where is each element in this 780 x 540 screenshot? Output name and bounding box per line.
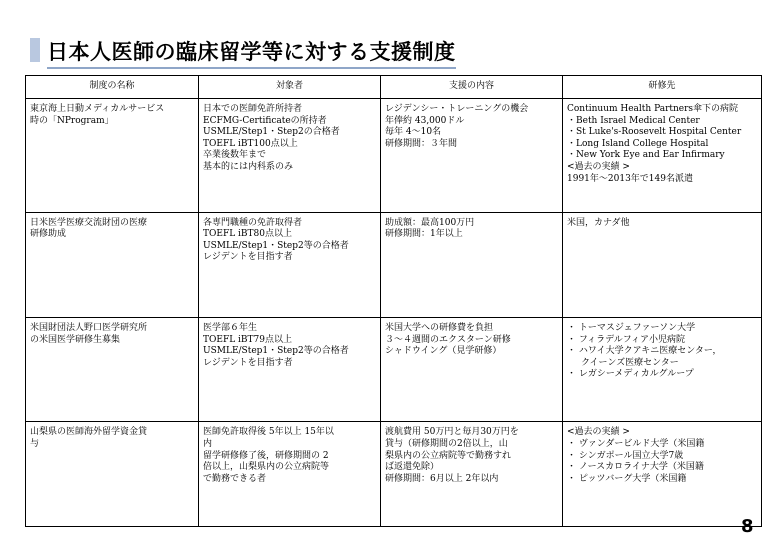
cell-line: 1991年～2013年で149名派遣 [567, 173, 693, 184]
cell-line: 梨県内の公立病院等で勤務すれ [385, 450, 512, 461]
cell-line: 渡航費用 50万円と毎月30万円を [385, 427, 519, 438]
cell-line: 留学研修修了後，研修期間の 2 [203, 450, 329, 461]
cell-line: 米国大学への研修費を負担 [385, 323, 494, 333]
cell-line: 米国財団法人野口医学研究所 [30, 323, 148, 333]
cell-line: Continuum Health Partners傘下の病院 [567, 104, 739, 114]
cell-line: 倍以上，山梨県内の公立病院等 [203, 462, 330, 473]
cell-line: レジデントを目指す者 [203, 357, 293, 368]
support-content-cell [381, 318, 563, 422]
cell-line: 山梨県の医師海外留学資金貸 [30, 427, 148, 438]
cell-line: ・St Luke's-Roosevelt Hospital Center [567, 127, 742, 138]
destination-cell [563, 212, 762, 317]
support-content-cell [381, 99, 563, 213]
table-row [26, 318, 762, 422]
cell-line: 医師免許取得後 5年以上 15年以 [203, 427, 334, 438]
program-name-cell [26, 212, 199, 317]
cell-line: ・ フィラデルフィア小児病院 [567, 334, 685, 345]
cell-line: で勤務できる者 [203, 473, 267, 484]
cell-line: 年俸約 43,000ドル [385, 115, 465, 126]
cell-line: TOEFL iBT80点以上 [203, 229, 292, 240]
cell-line: 毎年 4～10名 [385, 127, 442, 138]
cell-line: 貸与（研修期間の2倍以上，山 [385, 439, 508, 450]
cell-line: 与 [30, 439, 40, 450]
cell-line: ・ ノースカロライナ大学（米国籍 [567, 462, 704, 473]
table-row [26, 212, 762, 317]
destination-cell [563, 99, 762, 213]
cell-line: TOEFL iBT100点以上 [203, 138, 298, 149]
cell-line: USMLE/Step1・Step2の合格者 [203, 127, 340, 138]
cell-line: 内 [203, 439, 213, 450]
header-training-destination: 研修先 [563, 76, 762, 99]
cell-line: 卒業後数年まで [203, 150, 267, 161]
program-name-cell [26, 99, 199, 213]
header-program-name: 制度の名称 [26, 76, 199, 99]
cell-line: レジデンシー・トレーニングの機会 [385, 104, 529, 114]
cell-line: 基本的には内科系のみ [203, 161, 294, 172]
cell-line: 各専門職種の免許取得者 [203, 217, 303, 228]
cell-line: ・ ピッツバーグ大学（米国籍 [567, 473, 687, 484]
cell-line: ば返還免除） [385, 462, 440, 473]
cell-line: <過去の実績 > [567, 161, 630, 172]
support-content-cell [381, 212, 563, 317]
cell-line: 医学部６年生 [203, 323, 258, 333]
cell-line: TOEFL iBT79点以上 [203, 334, 292, 345]
page-title: 日本人医師の臨床留学等に対する支援制度 [47, 36, 456, 69]
cell-line: ３～４週間のエクスターン研修 [385, 334, 511, 345]
cell-line: ・ トーマスジェファーソン大学 [567, 323, 696, 333]
cell-line: 日米医学医療交流財団の医療 [30, 217, 148, 228]
cell-line: ECFMG-Certificateの所持者 [203, 115, 327, 126]
cell-line: ・ レガシーメディカルグループ [567, 369, 694, 380]
cell-line: ・ シンガポール国立大学7歳 [567, 450, 684, 461]
cell-line: ・Long Island College Hospital [567, 138, 709, 149]
support-programs-table [25, 75, 762, 527]
cell-line: 米国，カナダ他 [567, 217, 630, 228]
cell-line: 東京海上日動メディカルサービス [30, 104, 165, 114]
table-row [26, 422, 762, 527]
destination-cell [563, 318, 762, 422]
header-eligibility: 対象者 [199, 76, 381, 99]
cell-line: ・ ハワイ大学クアキニ医療センター， [567, 346, 722, 357]
cell-line: 時の「NProgram」 [30, 115, 114, 126]
eligibility-cell [199, 422, 381, 527]
cell-line: ・New York Eye and Ear Infirmary [567, 150, 725, 161]
cell-line: シャドウイング（見学研修） [385, 346, 502, 357]
page-number: 8 [741, 516, 754, 537]
eligibility-cell [199, 318, 381, 422]
eligibility-cell [199, 212, 381, 317]
program-name-cell [26, 318, 199, 422]
cell-line: の米国医学研修生募集 [30, 334, 121, 345]
cell-line: 研修期間：6月以上 2年以内 [385, 473, 499, 484]
table-row [26, 99, 762, 213]
cell-line: USMLE/Step1・Step2等の合格者 [203, 346, 349, 357]
destination-cell [563, 422, 762, 527]
cell-line: <過去の実績 > [567, 427, 630, 438]
cell-line: ・ ヴァンダービルド大学（米国籍 [567, 439, 705, 450]
cell-line: クイーンズ医療センター [581, 357, 679, 368]
cell-line: 日本での医師免許所持者 [203, 104, 303, 114]
program-name-cell [26, 422, 199, 527]
cell-line: ・Beth Israel Medical Center [567, 115, 700, 126]
cell-line: 研修期間：３年間 [385, 138, 458, 149]
title-accent-bar [30, 38, 40, 62]
cell-line: USMLE/Step1・Step2等の合格者 [203, 240, 349, 251]
table-header-row [26, 76, 762, 99]
header-support-content: 支援の内容 [381, 76, 563, 99]
cell-line: レジデントを目指す者 [203, 252, 293, 263]
cell-line: 研修助成 [30, 229, 67, 240]
support-content-cell [381, 422, 563, 527]
cell-line: 助成額：最高100万円 [385, 217, 475, 228]
eligibility-cell [199, 99, 381, 213]
cell-line: 研修期間：1年以上 [385, 229, 463, 240]
